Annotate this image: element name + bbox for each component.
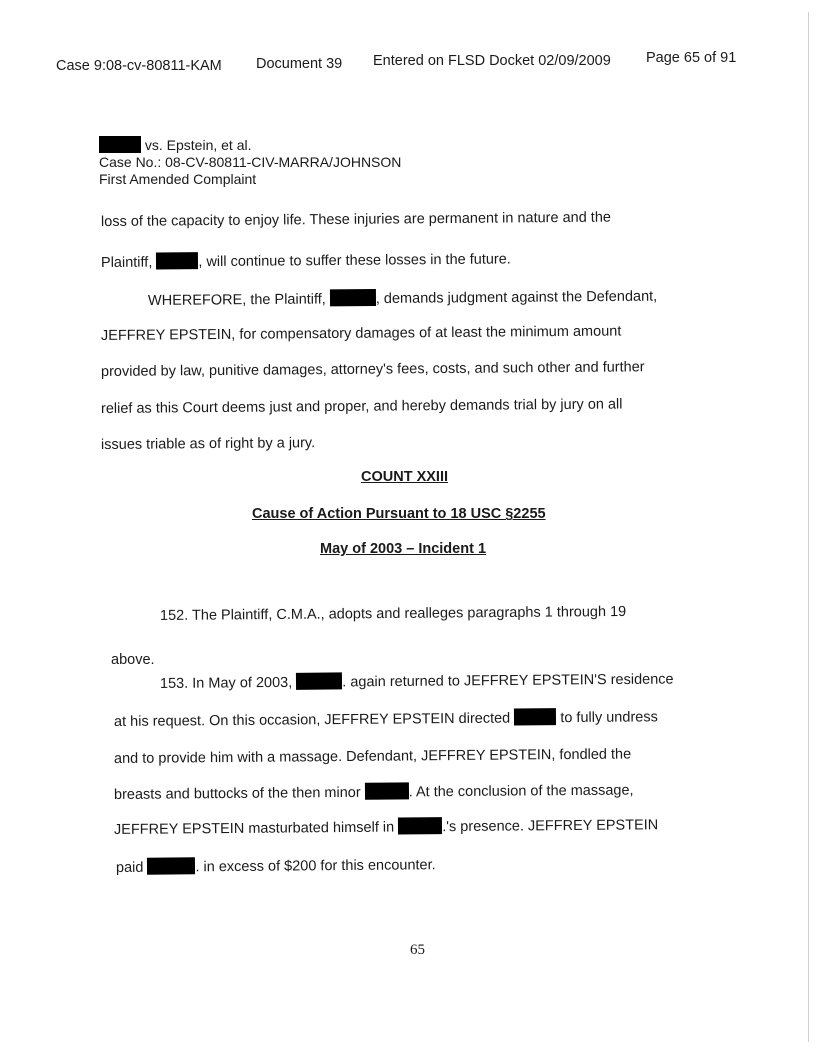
text-run: issues triable as of right by a jury. [100,435,316,453]
text-run: 153. In May of 2003, [159,674,293,692]
redaction-box [156,252,198,269]
caption-parties: vs. Epstein, et al. [144,137,252,153]
redaction-box [296,673,342,690]
text-run: to fully undress [560,709,658,727]
text-run: . At the conclusion of the massage, [408,782,634,801]
redaction-box [99,136,141,153]
body-line [101,323,713,344]
body-line [114,782,726,803]
text-run: loss of the capacity to enjoy life. These injuries are permanent in nature and the [100,209,612,230]
header-document-number: Document 39 [256,56,343,72]
text-run: paid [115,859,144,876]
text-run: at his request. On this occasion, JEFFREY EPSTEIN directed [113,710,511,730]
body-line [101,250,713,271]
scan-edge-line [808,12,809,1042]
text-run: 152. The Plaintiff, C.M.A., adopts and realleges paragraphs 1 through 19 [159,603,627,624]
text-run: , demands judgment against the Defendant, [375,288,658,308]
caption-case-no: Case No.: 08-CV-80811-CIV-MARRA/JOHNSON [99,154,402,170]
body-line [148,288,760,309]
body-line [114,817,726,838]
text-run: above. [111,652,155,668]
text-run: JEFFREY EPSTEIN, for compensatory damages of at least the minimum amount [100,323,622,344]
text-run: . in excess of $200 for this encounter. [195,857,436,876]
count-heading: COUNT XXIII [361,469,449,485]
cause-heading: Cause of Action Pursuant to 18 USC §2255 [252,506,546,522]
header-page-count: Page 65 of 91 [646,50,737,66]
text-run: Plaintiff, [100,254,153,271]
case-caption [99,137,401,188]
text-run: . again returned to JEFFREY EPSTEIN'S residence [342,671,674,691]
caption-title: First Amended Complaint [99,171,257,187]
incident-heading: May of 2003 – Incident 1 [320,541,487,557]
body-line [101,432,713,453]
body-line [101,209,713,230]
redaction-box [365,783,409,800]
redaction-box [398,817,442,834]
text-run: and to provide him with a massage. Defendant, JEFFREY EPSTEIN, fondled the [113,746,632,767]
body-line [160,671,772,692]
body-line [116,855,728,876]
body-line [101,396,713,417]
body-line [101,359,713,380]
header-case-number: Case 9:08-cv-80811-KAM [56,58,222,74]
text-run: .'s presence. JEFFREY EPSTEIN [442,817,659,836]
body-line [160,603,772,624]
body-line [114,746,726,767]
redaction-box [147,857,195,874]
body-line [111,652,723,668]
text-run: JEFFREY EPSTEIN masturbated himself in [113,819,395,838]
text-run: provided by law, punitive damages, attorney's fees, costs, and such other and further [100,359,645,380]
redaction-box [514,708,556,725]
body-line [114,709,726,730]
text-run: WHEREFORE, the Plaintiff, [147,291,326,309]
text-run: , will continue to suffer these losses in the future. [198,251,511,271]
header-entered-date: Entered on FLSD Docket 02/09/2009 [373,53,611,69]
text-run: breasts and buttocks of the then minor [113,784,361,803]
text-run: relief as this Court deems just and proper, and hereby demands trial by jury on all [100,396,623,417]
page-number: 65 [410,942,425,958]
redaction-box [330,289,376,306]
